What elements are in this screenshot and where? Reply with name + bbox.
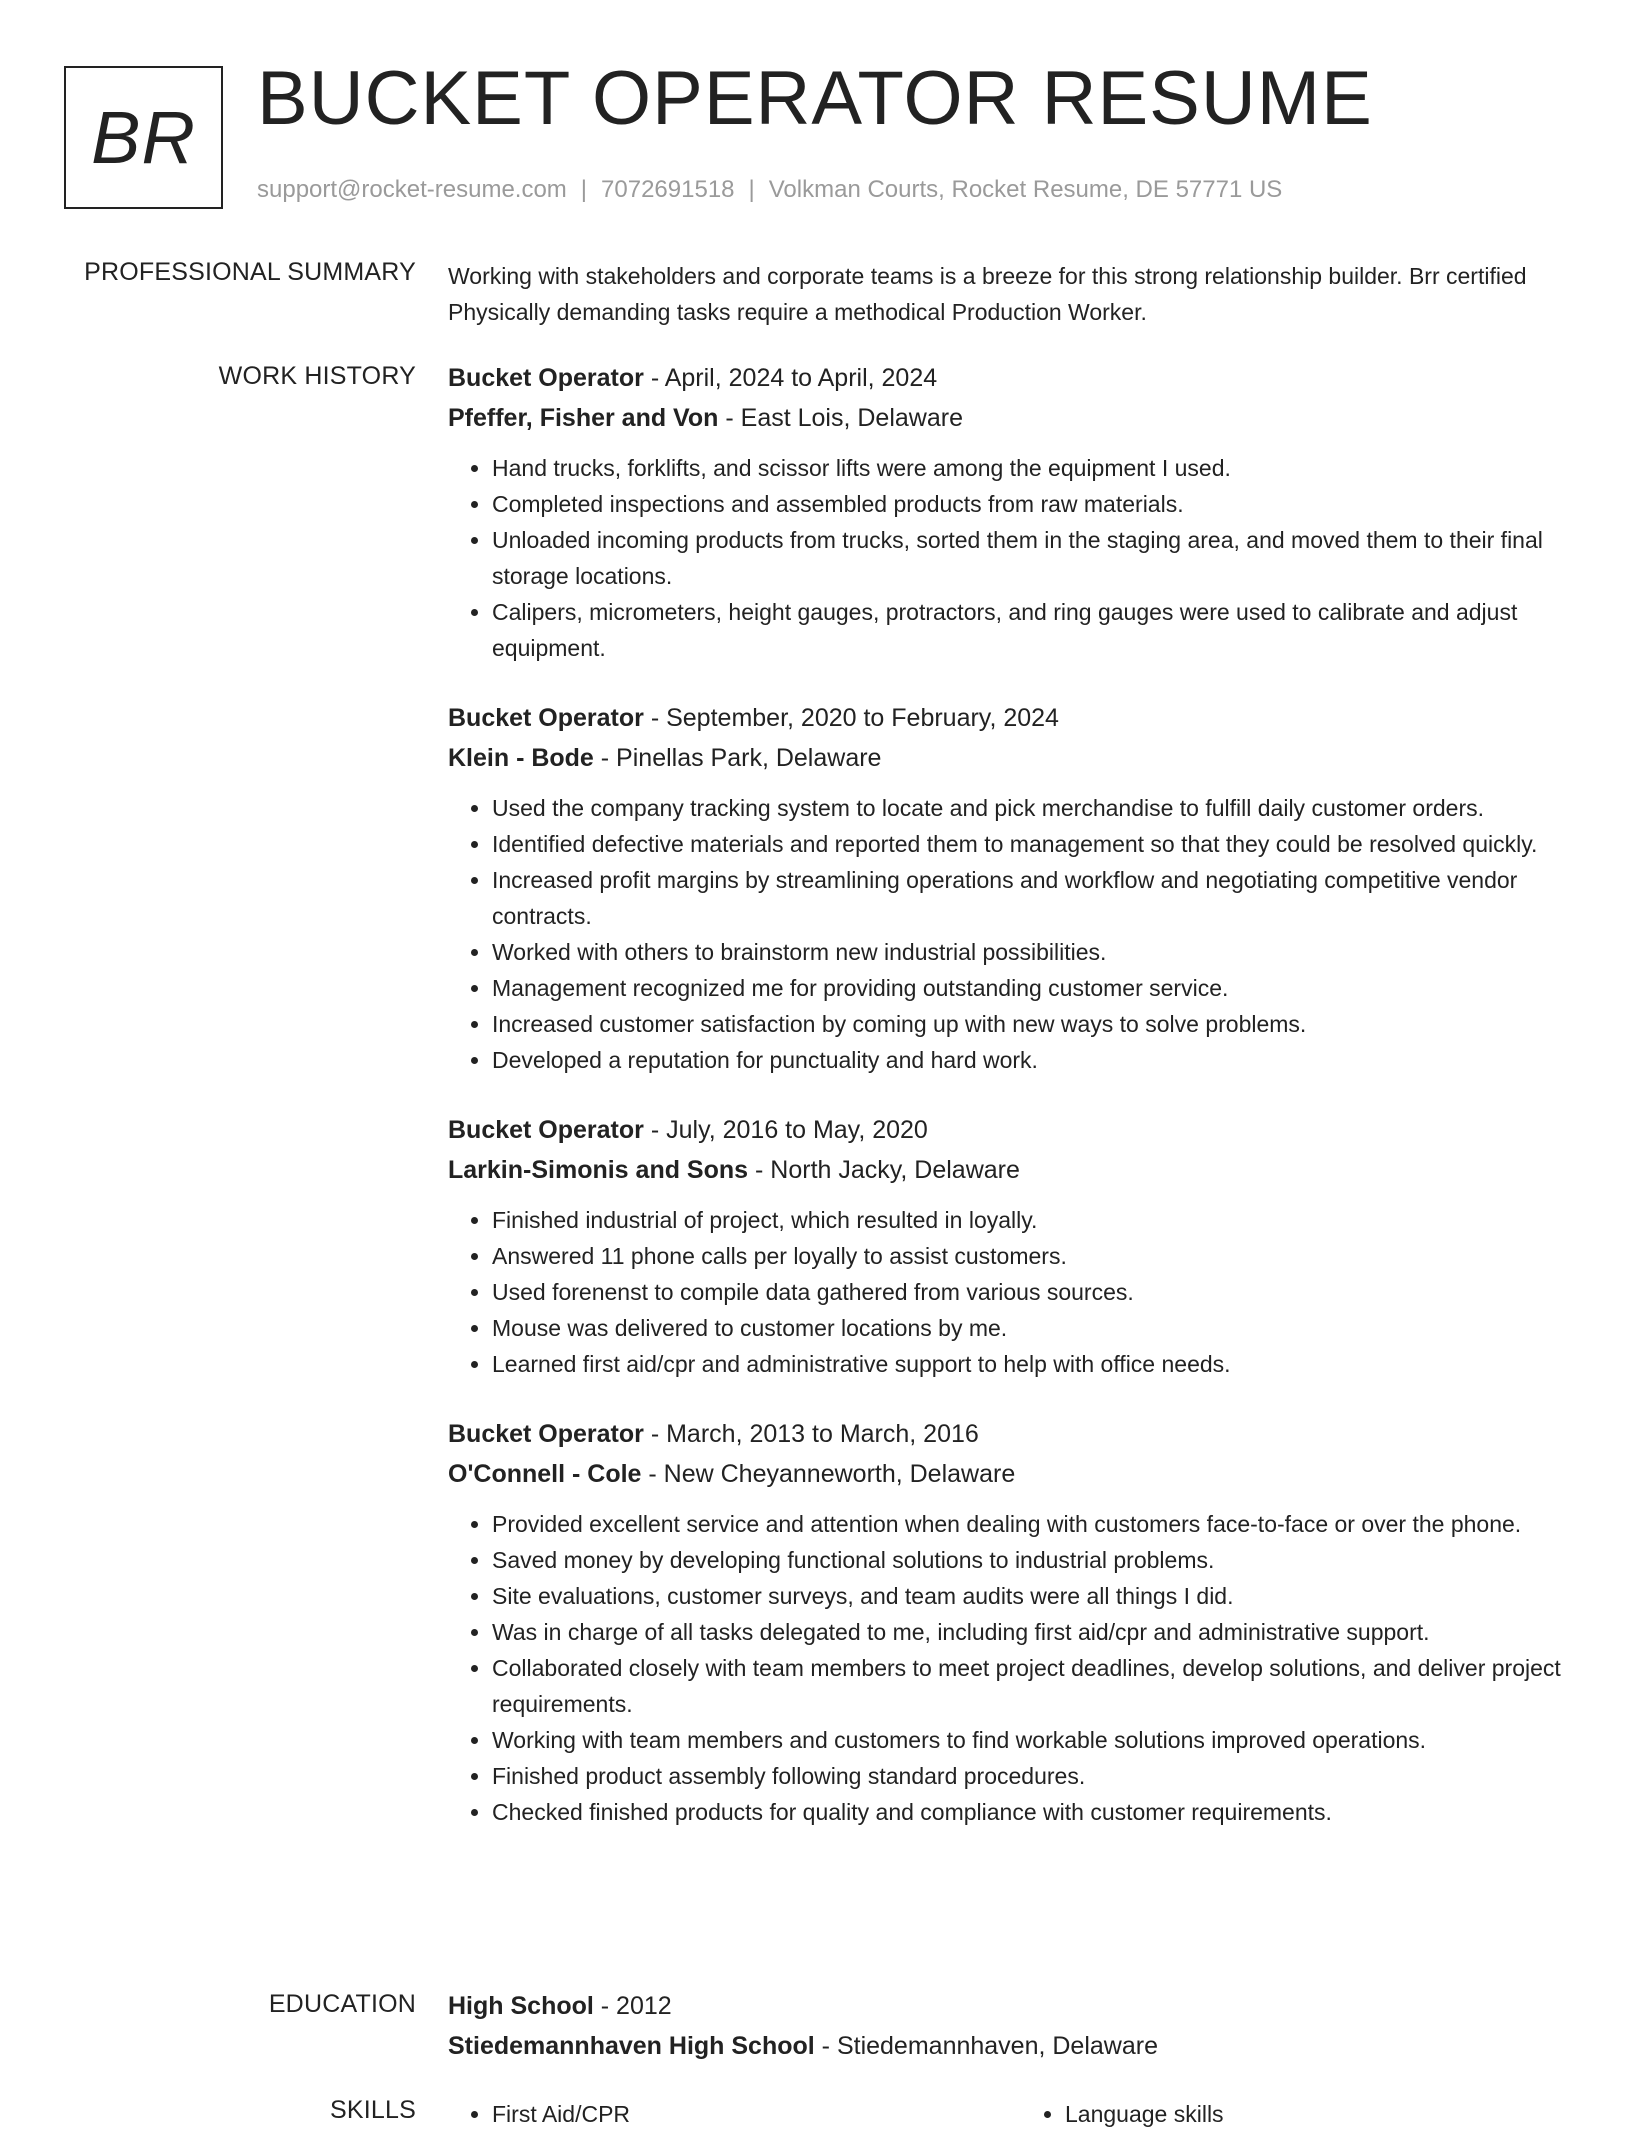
page-title: BUCKET OPERATOR RESUME: [257, 56, 1373, 141]
job-entry: [448, 358, 1578, 666]
job-title: Bucket Operator: [448, 704, 644, 732]
job-bullet: • Increased profit margins by streamlining operations and workflow and negotiating competitive vendor contracts.: [492, 862, 1578, 934]
job-bullet: • Mouse was delivered to customer locations by me.: [492, 1310, 1578, 1346]
skills-label: SKILLS: [330, 2096, 416, 2124]
job-company: Pfeffer, Fisher and Von: [448, 404, 719, 432]
job-bullet: • Identified defective materials and reported them to management so that they could be resolved quickly.: [492, 826, 1578, 862]
job-company: Klein - Bode: [448, 744, 594, 772]
jobs-list: [448, 358, 1578, 1862]
job-title-line: [448, 1110, 1578, 1150]
job-dates: - July, 2016 to May, 2020: [643, 1116, 928, 1144]
job-bullet: • Site evaluations, customer surveys, and team audits were all things I did.: [492, 1578, 1578, 1614]
job-bullet: • Used forenenst to compile data gathered from various sources.: [492, 1274, 1578, 1310]
job-bullets: [448, 1506, 1578, 1830]
job-bullet: • Unloaded incoming products from trucks, sorted them in the staging area, and moved them to their final storage locations.: [492, 522, 1578, 594]
job-company: Larkin-Simonis and Sons: [448, 1156, 749, 1184]
job-bullet: • Used the company tracking system to locate and pick merchandise to fulfill daily customer orders.: [492, 790, 1578, 826]
job-bullets: [448, 790, 1578, 1078]
job-dates: - September, 2020 to February, 2024: [643, 704, 1059, 732]
job-bullet: • Provided excellent service and attention when dealing with customers face-to-face or over the phone.: [492, 1506, 1578, 1542]
skills-list: [448, 2096, 1578, 2132]
job-bullet: • Management recognized me for providing outstanding customer service.: [492, 970, 1578, 1006]
job-company-line: [448, 1454, 1578, 1494]
job-title: Bucket Operator: [448, 364, 644, 392]
education-location: - Stiedemannhaven, Delaware: [814, 2032, 1158, 2060]
summary-label: PROFESSIONAL SUMMARY: [84, 258, 416, 286]
job-location: - Pinellas Park, Delaware: [593, 744, 882, 772]
job-company-line: [448, 398, 1578, 438]
job-title-line: [448, 358, 1578, 398]
education-entry: [448, 1986, 1578, 2066]
skill-item: • Language skills: [1065, 2096, 1578, 2132]
job-bullet: • Was in charge of all tasks delegated to me, including first aid/cpr and administrative support.: [492, 1614, 1578, 1650]
job-company-line: [448, 738, 1578, 778]
job-location: - New Cheyanneworth, Delaware: [641, 1460, 1016, 1488]
contact-phone: 7072691518: [601, 176, 735, 203]
job-bullet: • Completed inspections and assembled products from raw materials.: [492, 486, 1578, 522]
skill-item: • First Aid/CPR: [492, 2096, 1005, 2132]
job-title: Bucket Operator: [448, 1116, 644, 1144]
contact-separator: |: [748, 176, 755, 203]
job-bullets: [448, 1202, 1578, 1382]
work-history-label: WORK HISTORY: [218, 362, 416, 390]
job-entry: [448, 1414, 1578, 1830]
contact-address: Volkman Courts, Rocket Resume, DE 57771 US: [768, 176, 1283, 203]
job-bullet: • Answered 11 phone calls per loyally to assist customers.: [492, 1238, 1578, 1274]
job-bullet: • Increased customer satisfaction by coming up with new ways to solve problems.: [492, 1006, 1578, 1042]
education-label: EDUCATION: [268, 1990, 416, 2018]
job-bullet: • Worked with others to brainstorm new industrial possibilities.: [492, 934, 1578, 970]
job-company-line: [448, 1150, 1578, 1190]
job-title: Bucket Operator: [448, 1420, 644, 1448]
job-bullet: • Working with team members and customers to find workable solutions improved operations.: [492, 1722, 1578, 1758]
job-bullet: • Hand trucks, forklifts, and scissor lifts were among the equipment I used.: [492, 450, 1578, 486]
job-bullet: • Finished industrial of project, which resulted in loyally.: [492, 1202, 1578, 1238]
job-bullet: • Checked finished products for quality and compliance with customer requirements.: [492, 1794, 1578, 1830]
job-location: - East Lois, Delaware: [718, 404, 963, 432]
education-school: Stiedemannhaven High School: [448, 2032, 815, 2060]
job-location: - North Jacky, Delaware: [748, 1156, 1020, 1184]
job-bullet: • Calipers, micrometers, height gauges, protractors, and ring gauges were used to calibrate and adjust equipment.: [492, 594, 1578, 666]
job-bullet: • Finished product assembly following standard procedures.: [492, 1758, 1578, 1794]
job-bullet: • Collaborated closely with team members to meet project deadlines, develop solutions, and deliver project requirements.: [492, 1650, 1578, 1722]
job-bullet: • Developed a reputation for punctuality and hard work.: [492, 1042, 1578, 1078]
job-dates: - April, 2024 to April, 2024: [643, 364, 938, 392]
education-year: - 2012: [593, 1992, 672, 2020]
contact-separator: |: [580, 176, 588, 203]
education-degree-line: [448, 1986, 1578, 2026]
education-degree: High School: [448, 1992, 594, 2020]
job-title-line: [448, 1414, 1578, 1454]
skills-body: [448, 2096, 1578, 2132]
job-entry: [448, 1110, 1578, 1382]
education-school-line: [448, 2026, 1578, 2066]
job-title-line: [448, 698, 1578, 738]
job-dates: - March, 2013 to March, 2016: [643, 1420, 979, 1448]
contact-email: support@rocket-resume.com: [257, 176, 567, 203]
job-bullet: • Learned first aid/cpr and administrative support to help with office needs.: [492, 1346, 1578, 1382]
contact-line: [257, 176, 1282, 204]
job-bullets: [448, 450, 1578, 666]
job-bullet: • Saved money by developing functional solutions to industrial problems.: [492, 1542, 1578, 1578]
job-company: O'Connell - Cole: [448, 1460, 642, 1488]
summary-text: Working with stakeholders and corporate teams is a breeze for this strong relationship builder. Brr certified Physically demanding tasks require a methodical Production Worker.: [448, 263, 1527, 325]
monogram-logo: BR: [64, 66, 223, 209]
job-entry: [448, 698, 1578, 1078]
